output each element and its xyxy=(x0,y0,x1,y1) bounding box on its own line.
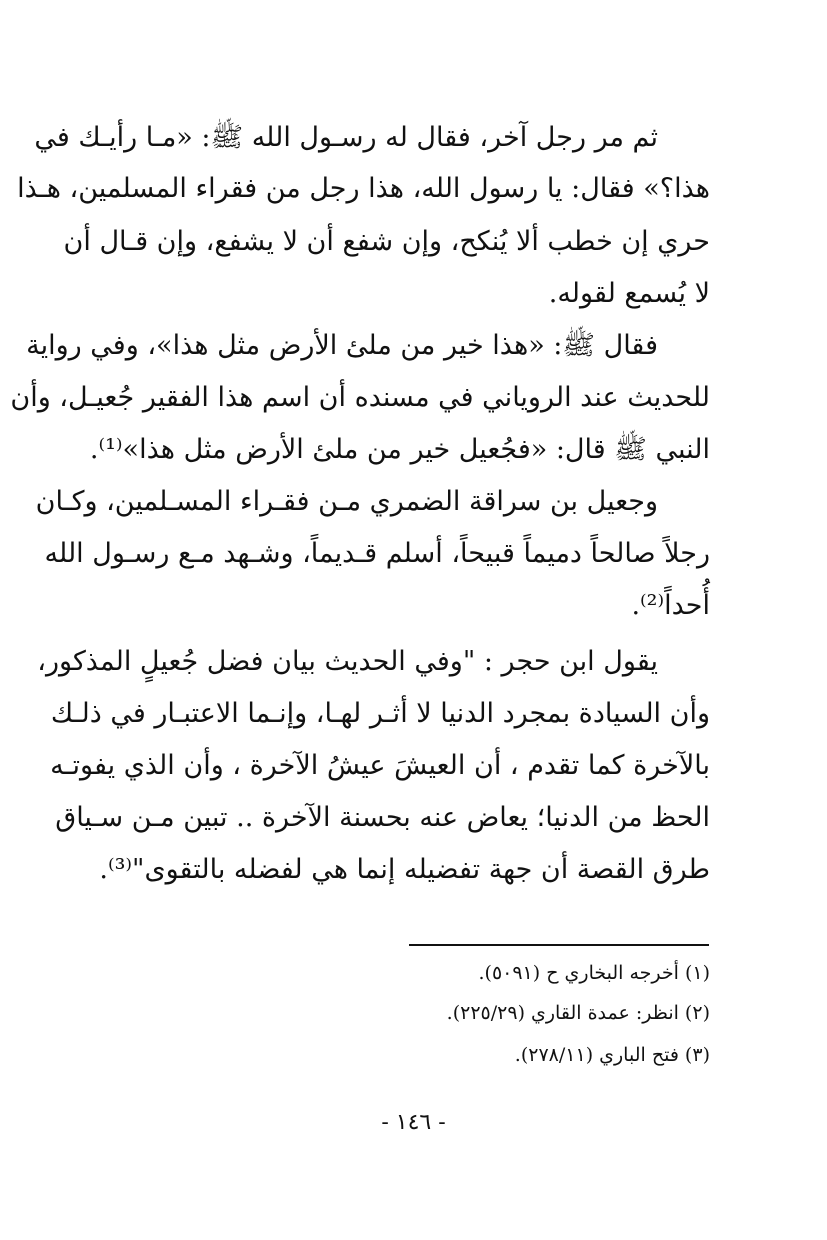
body-line-5: فقال ﷺ: «هذا خير من ملئ الأرض مثل هذا»، وفي رواية xyxy=(26,330,658,361)
body-line-13: بالآخرة كما تقدم ، أن العيشَ عيشُ الآخرة ، وأن الذي يفوتـه xyxy=(50,750,710,781)
body-line-7: النبي ﷺ قال: «فجُعيل خير من ملئ الأرض مثل هذا»⁽¹⁾. xyxy=(89,434,710,465)
body-line-15: طرق القصة أن جهة تفضيله إنما هي لفضله بالتقوى"⁽³⁾. xyxy=(99,854,710,885)
body-line-2: هذا؟» فقال: يا رسول الله، هذا رجل من فقراء المسلمين، هـذا xyxy=(17,173,710,204)
body-line-9: رجلاً صالحاً دميماً قبيحاً، أسلم قـديماً، وشـهد مـع رسـول الله xyxy=(44,538,710,569)
body-line-12: وأن السيادة بمجرد الدنيا لا أثـر لهـا، وإنـما الاعتبـار في ذلـك xyxy=(50,698,710,729)
body-line-8: وجعيل بن سراقة الضمري مـن فقـراء المسـلمين، وكـان xyxy=(35,486,658,517)
body-line-1: ثم مر رجل آخر، فقال له رسـول الله ﷺ: «مـا رأيـك في xyxy=(34,122,658,153)
footnote-3: (٣) فتح الباري (٢٧٨/١١). xyxy=(514,1044,710,1066)
footnote-2: (٢) انظر: عمدة القاري (٢٢٥/٢٩). xyxy=(446,1002,710,1024)
footnote-1: (١) أخرجه البخاري ح (٥٠٩١). xyxy=(478,962,710,984)
body-line-14: الحظ من الدنيا؛ يعاض عنه بحسنة الآخرة .. تبين مـن سـياق xyxy=(55,802,710,833)
body-line-10: أُحداً⁽²⁾. xyxy=(631,590,710,621)
body-line-3: حري إن خطب ألا يُنكح، وإن شفع أن لا يشفع، وإن قـال أن xyxy=(63,226,710,257)
footnote-separator xyxy=(409,944,709,946)
body-line-6: للحديث عند الروياني في مسنده أن اسم هذا الفقير جُعيـل، وأن xyxy=(10,382,710,413)
body-line-11: يقول ابن حجر : "وفي الحديث بيان فضل جُعيلٍ المذكور، xyxy=(37,646,658,677)
page-number: - ١٤٦ - xyxy=(381,1110,446,1135)
body-line-4: لا يُسمع لقوله. xyxy=(548,278,710,309)
